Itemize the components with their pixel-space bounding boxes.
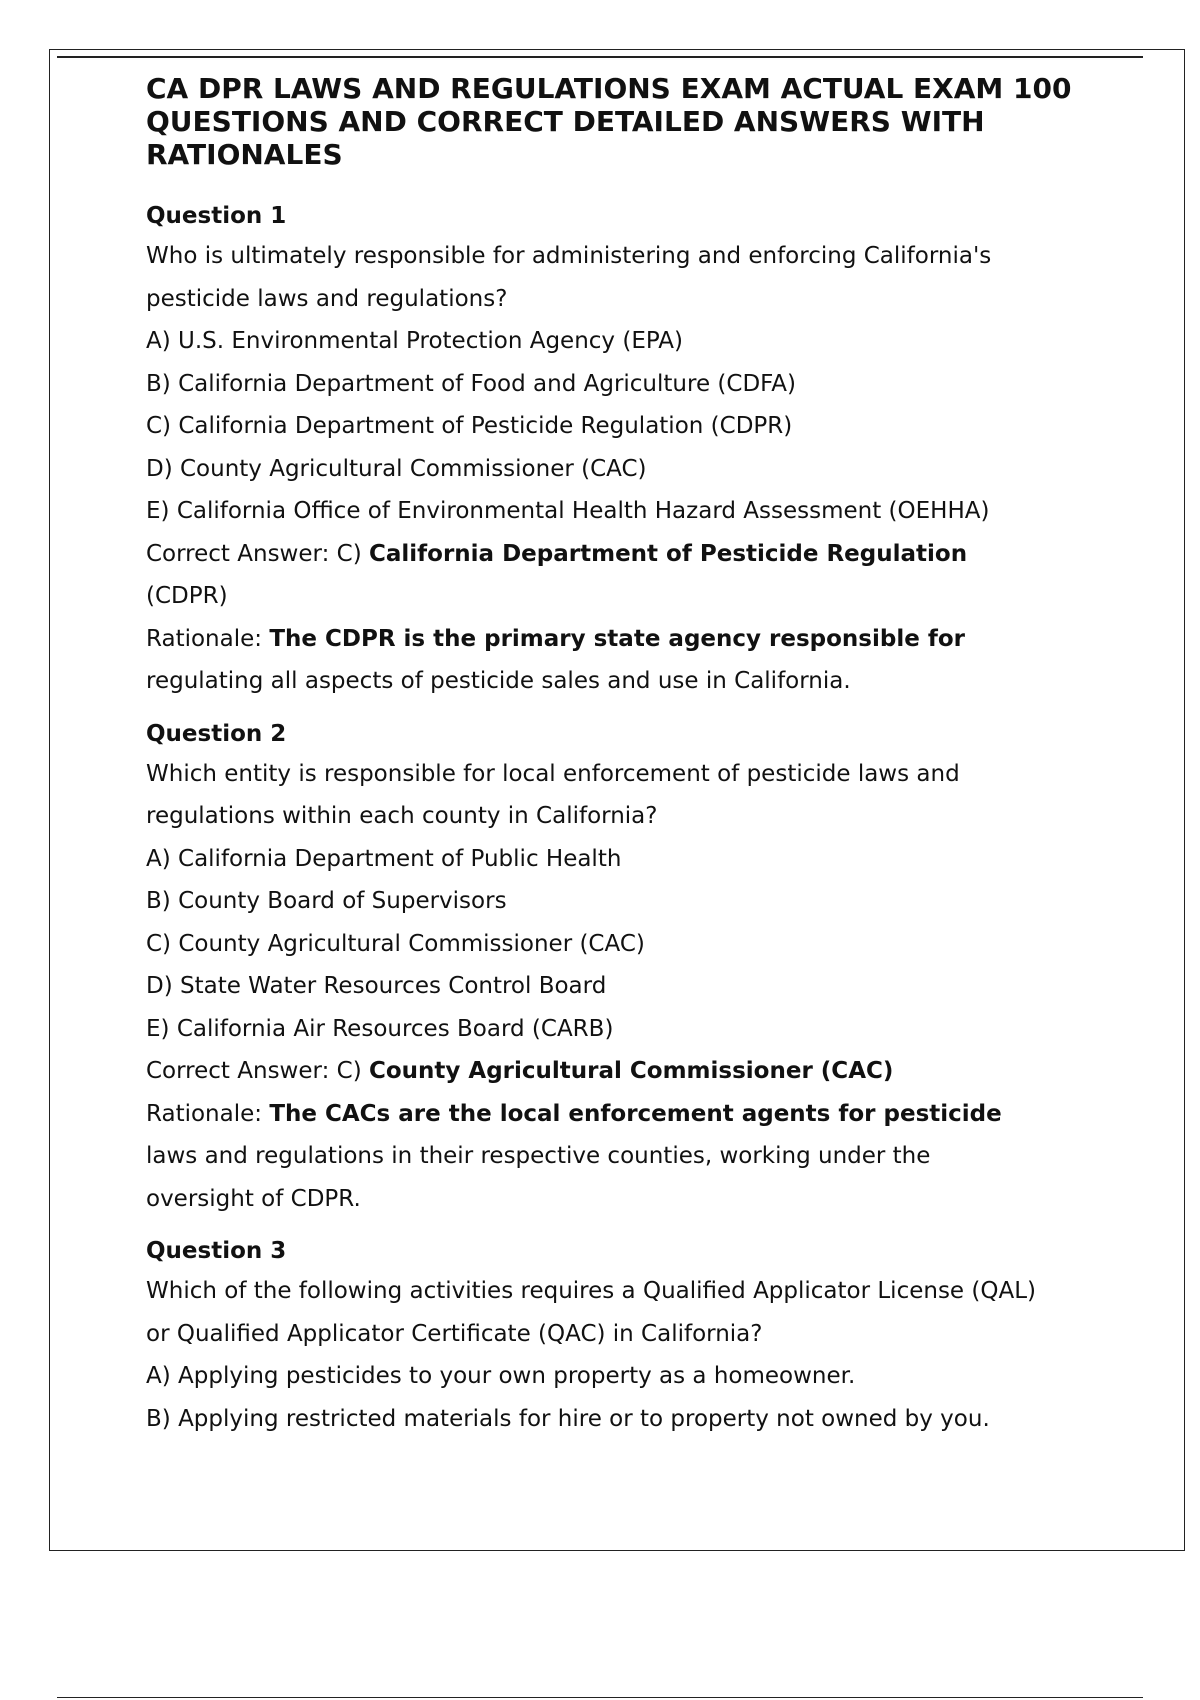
correct-answer-text: County Agricultural Commissioner (CAC) xyxy=(368,1058,894,1084)
correct-answer-label: Correct Answer: xyxy=(146,1058,337,1084)
question-2 xyxy=(146,719,1096,1221)
answer-option-d: D) State Water Resources Control Board xyxy=(146,973,607,999)
correct-answer-line xyxy=(146,533,1096,576)
correct-answer-line xyxy=(146,1050,1096,1093)
top-rule xyxy=(57,56,1143,58)
answer-option-d: D) County Agricultural Commissioner (CAC) xyxy=(146,455,647,482)
rationale-text-continued: regulating all aspects of pesticide sales and use in California. xyxy=(146,668,851,694)
rationale-text: The CDPR is the primary state agency responsible for xyxy=(269,625,965,652)
question-prompt-line: regulations within each county in California? xyxy=(146,803,658,829)
answer-option-b: B) County Board of Supervisors xyxy=(146,888,507,914)
question-heading: Question 1 xyxy=(146,203,287,229)
answer-option-c: C) County Agricultural Commissioner (CAC) xyxy=(146,930,645,957)
answer-option-e: E) California Air Resources Board (CARB) xyxy=(146,1015,614,1042)
rationale-text-continued: laws and regulations in their respective counties, working under the xyxy=(146,1143,931,1169)
rationale-text-continued: oversight of CDPR. xyxy=(146,1185,361,1212)
answer-option-a: A) Applying pesticides to your own property as a homeowner. xyxy=(146,1363,856,1389)
bottom-rule xyxy=(57,1697,1143,1698)
question-3 xyxy=(146,1236,1096,1440)
correct-answer-letter: C) xyxy=(336,1058,369,1084)
correct-answer-letter: C) xyxy=(336,540,369,567)
question-prompt-line: Which of the following activities requires a Qualified Applicator License (QAL) xyxy=(146,1278,1036,1304)
answer-option-b: B) Applying restricted materials for hire or to property not owned by you. xyxy=(146,1405,990,1432)
correct-answer-text: California Department of Pesticide Regulation xyxy=(368,540,968,567)
answer-option-a: A) U.S. Environmental Protection Agency (EPA) xyxy=(146,328,683,354)
rationale-label: Rationale: xyxy=(146,1100,270,1127)
correct-answer-text-continued: (CDPR) xyxy=(146,583,228,609)
document-body xyxy=(146,72,1096,1456)
answer-option-c: C) California Department of Pesticide Regulation (CDPR) xyxy=(146,413,793,439)
question-prompt-line: Who is ultimately responsible for administering and enforcing California's xyxy=(146,243,992,269)
question-heading: Question 2 xyxy=(146,720,287,747)
rationale-text: The CACs are the local enforcement agents for pesticide xyxy=(269,1100,1002,1127)
rationale-label: Rationale: xyxy=(146,625,270,652)
question-prompt-line: Which entity is responsible for local enforcement of pesticide laws and xyxy=(146,760,960,787)
question-prompt-line: or Qualified Applicator Certificate (QAC) in California? xyxy=(146,1320,763,1347)
question-heading: Question 3 xyxy=(146,1238,287,1264)
document-title: CA DPR LAWS AND REGULATIONS EXAM ACTUAL EXAM 100 QUESTIONS AND CORRECT DETAILED ANSWERS WITH RATIONALES xyxy=(146,72,1072,171)
answer-option-e: E) California Office of Environmental Health Hazard Assessment (OEHHA) xyxy=(146,498,990,524)
answer-option-b: B) California Department of Food and Agriculture (CDFA) xyxy=(146,370,796,397)
question-1 xyxy=(146,201,1096,703)
rationale-line xyxy=(146,1093,1096,1136)
rationale-line xyxy=(146,618,1096,661)
correct-answer-label: Correct Answer: xyxy=(146,540,337,567)
question-prompt-line: pesticide laws and regulations? xyxy=(146,285,508,312)
answer-option-a: A) California Department of Public Health xyxy=(146,845,622,872)
